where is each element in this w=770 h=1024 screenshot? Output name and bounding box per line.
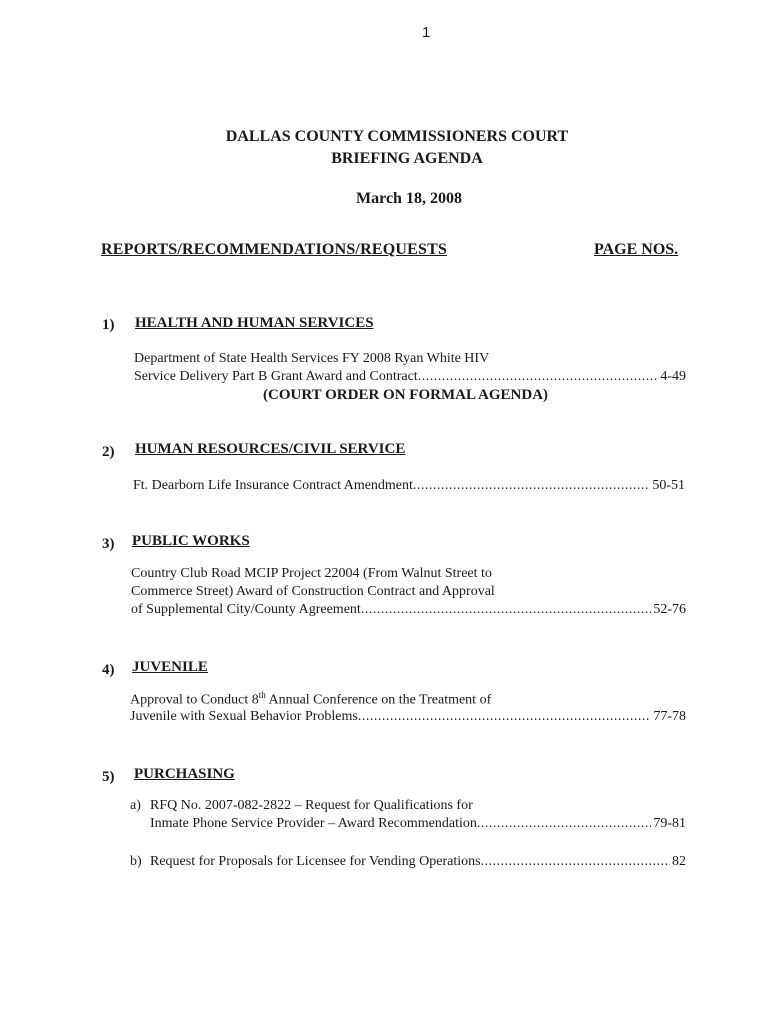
item-text: Ft. Dearborn Life Insurance Contract Amendment	[133, 478, 413, 493]
dot-leader	[418, 369, 659, 385]
item-b-label: b)	[130, 854, 142, 869]
section-number: 1)	[102, 317, 115, 333]
agenda-title: BRIEFING AGENDA	[331, 150, 483, 167]
item-text: RFQ No. 2007-082-2822 – Request for Qualifications for	[150, 798, 473, 813]
item-text: Service Delivery Part B Grant Award and Contract	[134, 369, 418, 384]
dot-leader	[358, 709, 651, 725]
section-heading: HUMAN RESOURCES/CIVIL SERVICE	[135, 441, 406, 457]
item-text: Commerce Street) Award of Construction Contract and Approval	[131, 584, 495, 599]
item-text-part: Approval to Conduct 8	[130, 692, 259, 708]
section-heading: HEALTH AND HUMAN SERVICES	[135, 315, 374, 331]
dot-leader	[413, 478, 650, 494]
page-number: 1	[422, 24, 431, 41]
section-number: 4)	[102, 662, 115, 678]
section-number: 2)	[102, 444, 115, 460]
item-text: Request for Proposals for Licensee for Vending Operations	[150, 854, 481, 869]
item-a-label: a)	[130, 798, 141, 813]
section-heading: PURCHASING	[134, 766, 235, 782]
agenda-date: March 18, 2008	[356, 190, 462, 207]
section-number: 3)	[102, 536, 115, 552]
item-text: Inmate Phone Service Provider – Award Recommendation	[150, 816, 477, 831]
court-title: DALLAS COUNTY COMMISSIONERS COURT	[225, 128, 569, 145]
item-leader-line	[150, 816, 686, 832]
dot-leader	[361, 602, 652, 618]
item-leader-line	[131, 602, 686, 618]
item-text: of Supplemental City/County Agreement	[131, 602, 361, 617]
ordinal-suffix: th	[258, 690, 266, 700]
page-range: 50-51	[652, 478, 685, 493]
item-text	[130, 690, 491, 709]
section-heading: PUBLIC WORKS	[132, 533, 250, 549]
section-number: 5)	[102, 769, 115, 785]
court-order-note: (COURT ORDER ON FORMAL AGENDA)	[263, 387, 549, 403]
item-text: Department of State Health Services FY 2008 Ryan White HIV	[134, 351, 490, 366]
item-text-part: Annual Conference on the Treatment of	[265, 692, 492, 708]
dot-leader	[481, 854, 670, 870]
reports-header: REPORTS/RECOMMENDATIONS/REQUESTS	[101, 241, 448, 258]
page-nos-header: PAGE NOS.	[594, 241, 679, 258]
page-range: 82	[672, 854, 686, 869]
item-leader-line	[150, 854, 686, 870]
section-heading: JUVENILE	[132, 659, 208, 675]
item-leader-line	[134, 369, 686, 385]
item-text: Country Club Road MCIP Project 22004 (From Walnut Street to	[131, 566, 492, 581]
page-range: 77-78	[653, 709, 686, 724]
item-leader-line	[133, 478, 685, 494]
page-range: 52-76	[653, 602, 686, 617]
item-leader-line	[130, 709, 686, 725]
dot-leader	[477, 816, 651, 832]
page-range: 79-81	[653, 816, 686, 831]
item-text: Juvenile with Sexual Behavior Problems	[130, 709, 358, 724]
page-range: 4-49	[660, 369, 686, 384]
